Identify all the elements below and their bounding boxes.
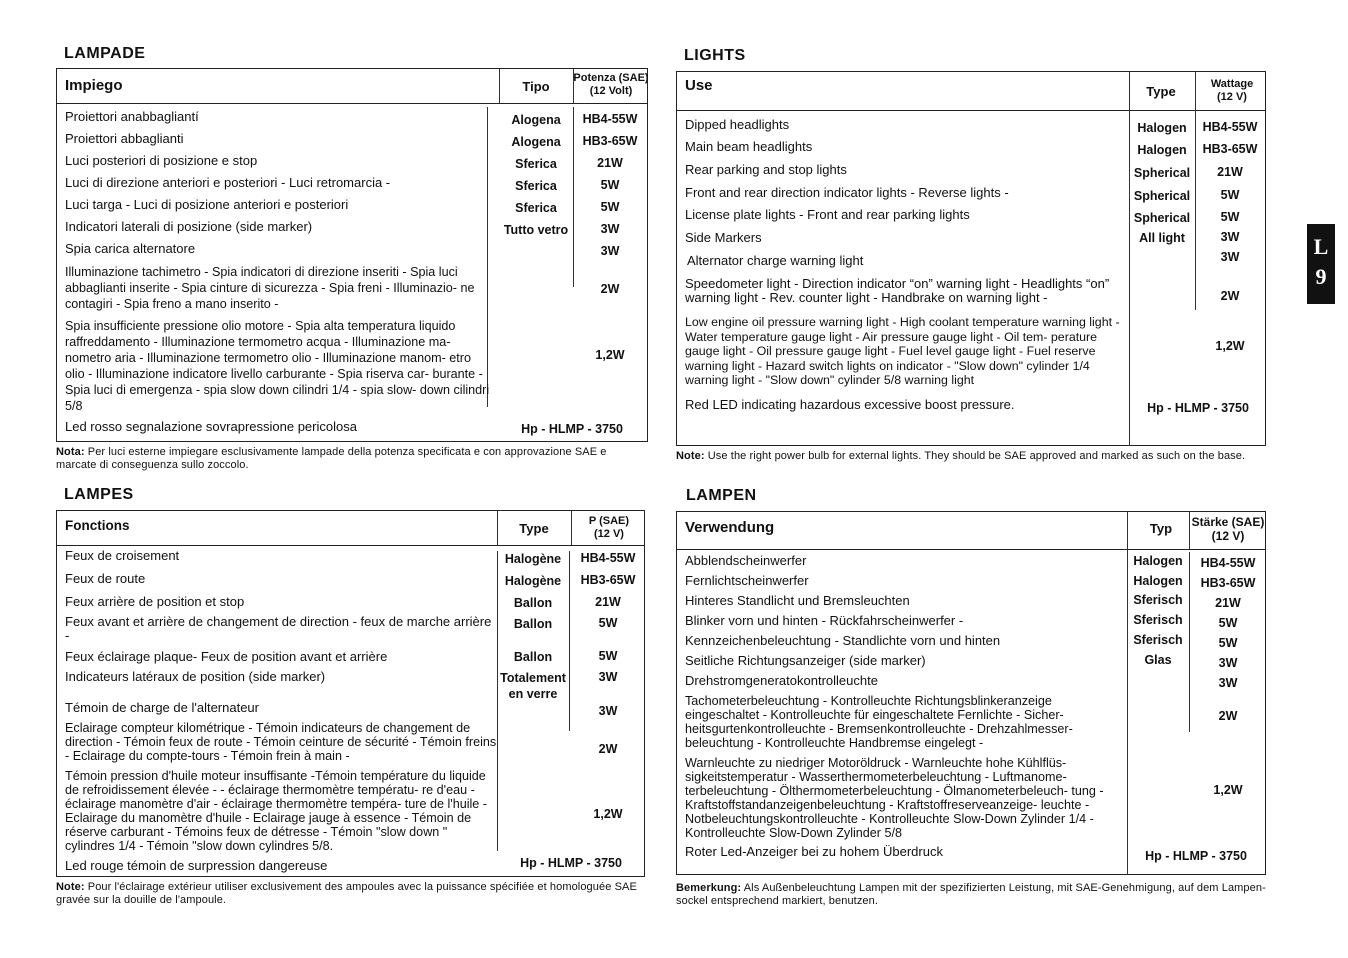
- table-de: Verwendung Typ Stärke (SAE) (12 V) Abblendscheinwerfer Halogen HB4-55W Fernlichtscheinwerfer Halogen HB3-65W Hinteres Standlicht und Bremsleuchten Sferisch 21W Blinker vorn und hinten - Rückfahrscheinwerfer - Sferisch 5W Kennzeichenbeleuchtung - Standlichte vorn und hinten Sferisch 5W Seitliche Richtungsanzeiger (side marker) Glas 3W Drehstromgeneratokontrolleuchte 3W Tachometerbeleuchtung - Kontrolleuchte Richtungsblinkeranzeige eingeschaltet - Kontrolleuchte für eingeschaltete Fernlichte - Sicher- heitsgurtenkontrolleuchte - Bremsenkontrolleuchte - Drehzahlmesser- beleuchtung - Kontrolleuchte Handbremse eingelegt - 2W Warnleuchte zu niedriger Motoröldruck - Warnleuchte hohe Kühlflüs- sigkeitstemperatur - Wasserthermometerbeleuchtung - Luftmanome- terbeleuchtung - Ölthermometerbeleuchtung - Ölmanometerbeleuch- tung - Kraftstoffstandanzeigenbeleuchtung - Kraftstoffreserveanzeige- leuchte - Notbeleuchtungskontrolleuchte - Kontrolleuchte Slow-Down Zylinder 1/4 - Kontrolleuchte Slow-Down Zylinder 5/8 1,2W Roter Led-Anzeiger bei zu hohem Überdruck Hp - HLMP - 3750: [676, 511, 1266, 875]
- table-header: [677, 512, 1265, 550]
- section-title-de: LAMPEN: [686, 487, 757, 504]
- table-it: Impiego Tipo Potenza (SAE) (12 Volt) Proiettori anabbagliantí Alogena HB4-55W Proiettori abbaglianti Alogena HB3-65W Luci posteriori di posizione e stop Sferica 21W Luci di direzione anteriori e posteriori - Luci retromarcia - Sferica 5W Luci targa - Luci di posizione anteriori e posteriori Sferica 5W Indicatori laterali di posizione (side marker) Tutto vetro 3W Spia carica alternatore 3W Illuminazione tachimetro - Spia indicatori di direzione inseriti - Spia luci abbaglianti inserite - Spia cinture di sicurezza - Spia freni - Illuminazio- ne contagiri - Spia freno a mano inserito - 2W Spia insufficiente pressione olio motore - Spia alta temperatura liquido raffreddamento - Illuminazione termometro acqua - Illuminazione ma- nometro aria - Illuminazione termometro olio - Illuminazione manom- etro olio - Illuminazione indicatore livello carburante - Spia riserva car- burante - Spia luci di emergenza - spia slow down cilindri 1/4 - spia slow- down cilindri 5/8 1,2W Led rosso segnalazione sovrapressione pericolosa Hp - HLMP - 3750: [56, 68, 648, 442]
- table-fr: Fonctions Type P (SAE) (12 V) Feux de croisement Halogène HB4-55W Feux de route Halogène HB3-65W Feux arrière de position et stop Ballon 21W Feux avant et arrière de changement de direction - feux de marche arrière - Ballon 5W Feux éclairage plaque- Feux de position avant et arrière Ballon 5W Indicateurs latéraux de position (side marker) Totalement en verre 3W Témoin de charge de l'alternateur 3W Eclairage compteur kilométrique - Témoin indicateurs de changement de direction - Témoin feux de route - Témoin ceinture de sécurité - Témoin freins - Eclairage du compte-tours - Témoin frein à main - 2W Témoin pression d'huile moteur insuffisante -Témoin température du liquide de refroidissement élevée - - éclairage thermomètre températu- re d'eau - éclairage manomètre d'air - éclairage thermomètre tempéra- ture de l'huile -Eclairage du manomètre d'huile - Eclairage jauge à essence - Témoin de réserve carburant - Témoins feux de détresse - Témoin "slow down " cylindres 1/4 - Témoin "slow down cylindres 5/8. 1,2W Led rouge témoin de surpression dangereuse Hp - HLMP - 3750: [56, 510, 645, 877]
- header-type: Type: [1146, 84, 1176, 99]
- column-divider: [569, 551, 570, 731]
- header-wattage: P (SAE) (12 V): [588, 515, 630, 540]
- header-wattage: Stärke (SAE) (12 V): [1191, 515, 1265, 543]
- header-use: Impiego: [65, 77, 123, 94]
- column-divider: [1129, 110, 1130, 446]
- header-use: Fonctions: [65, 518, 130, 533]
- header-use: Use: [685, 77, 713, 94]
- header-type: Typ: [1149, 521, 1173, 536]
- header-wattage: Wattage (12 V): [1210, 78, 1254, 103]
- table-en: Use Type Wattage (12 V) Dipped headlights Halogen HB4-55W Main beam headlights Halogen HB3-65W Rear parking and stop lights Spherical 21W Front and rear direction indicator lights - Reverse lights - Spherical 5W License plate lights - Front and rear parking lights Spherical 5W Side Markers All light 3W Alternator charge warning light 3W Speedometer light - Direction indicator “on” warning light - Headlights “on” warning light - Rev. counter light - Handbrake on warning light - 2W Low engine oil pressure warning light - High coolant temperature warning light -Water temperature gauge light - Air pressure gauge light - Oil tem- perature gauge light - Oil pressure gauge light - Fuel level gauge light - Fuel reserve warning light - Hazard switch lights on indicator - "Slow down" cylinder 1/4 warning light - "Slow down" cylinder 5/8 warning light 1,2W Red LED indicating hazardous excessive boost pressure. Hp - HLMP - 3750: [676, 71, 1266, 446]
- header-type: Tipo: [522, 79, 550, 94]
- chapter-tab: L 9: [1307, 224, 1335, 304]
- section-title-fr: LAMPES: [64, 486, 134, 503]
- note-en: Note: Use the right power bulb for external lights. They should be SAE approved and marked as such on the base.: [676, 450, 1246, 462]
- note-de: Bemerkung: Als Außenbeleuchtung Lampen mit der spezifizierten Leistung, mit SAE-Genehmigung, auf dem Lampen- sockel entsprechend markiert, benutzen.: [676, 882, 1266, 907]
- table-header: [57, 69, 647, 104]
- header-wattage: Potenza (SAE) (12 Volt): [573, 72, 649, 97]
- column-divider: [573, 107, 574, 287]
- header-type: Type: [519, 521, 549, 536]
- column-divider: [1189, 552, 1190, 732]
- note-it: Nota: Per luci esterne impiegare esclusivamente lampade della potenza specificata e con approvazione SAE e marcate di conseguenza sullo zoccolo.: [56, 446, 607, 471]
- section-title-it: LAMPADE: [64, 45, 146, 62]
- note-fr: Note: Pour l'éclairage extérieur utiliser exclusivement des ampoules avec la puissance spécifiée et homologuée SAE gravée sur la douille de l'ampoule.: [56, 881, 637, 906]
- table-header: [57, 511, 644, 546]
- header-use: Verwendung: [685, 519, 775, 536]
- section-title-en: LIGHTS: [684, 47, 746, 64]
- table-header: [677, 72, 1265, 111]
